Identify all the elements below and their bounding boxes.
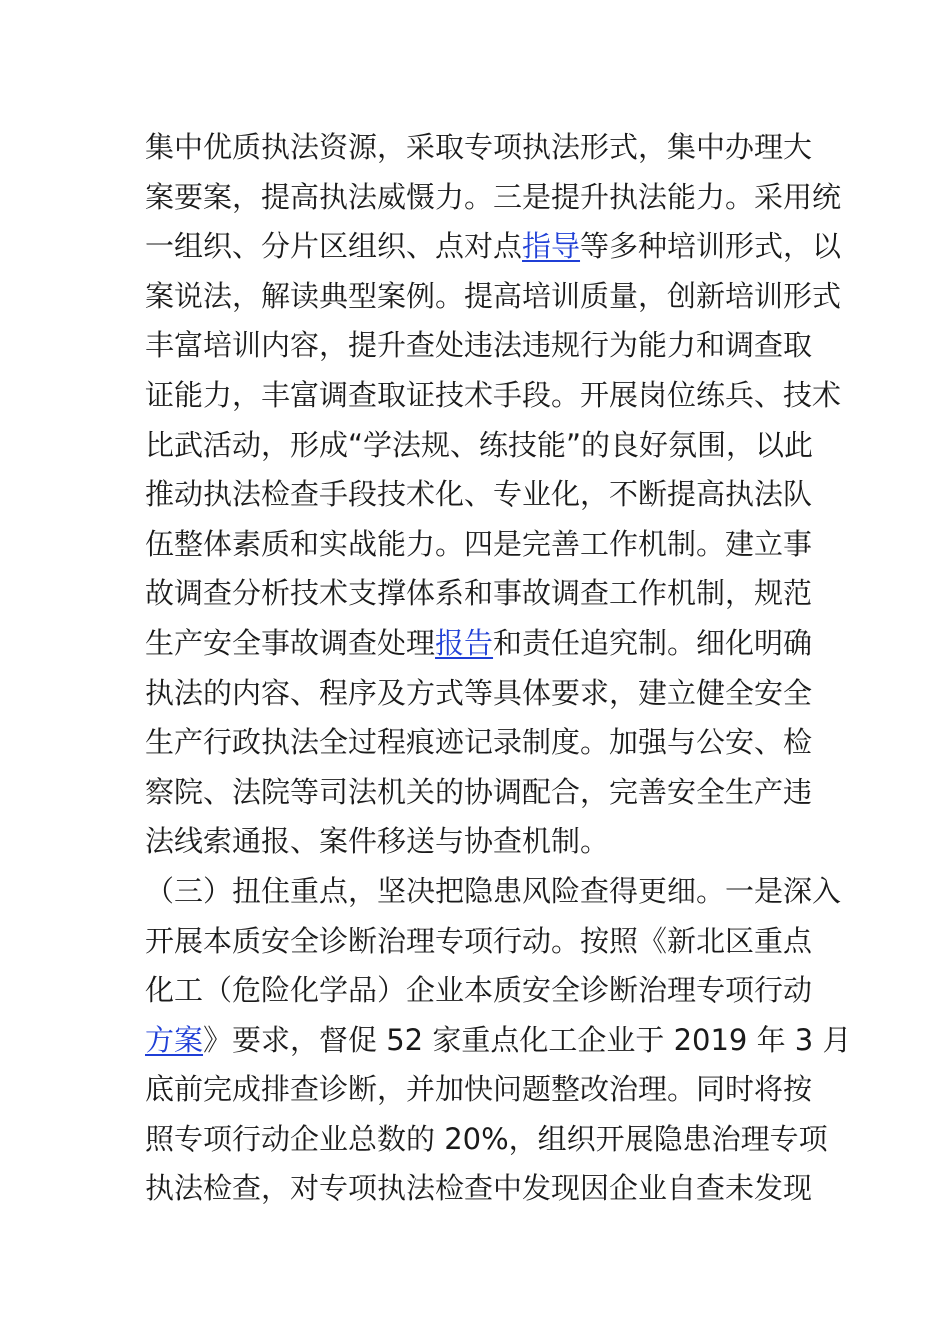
text-segment: 伍整体素质和实战能力。四是完善工作机制。建立事 — [145, 526, 813, 561]
text-line — [145, 123, 813, 173]
text-line — [145, 421, 814, 471]
text-segment: 和责任追究制。细化明确 — [493, 625, 813, 660]
hyperlink[interactable]: 报告 — [435, 625, 494, 660]
text-segment: 底前完成排查诊断，并加快问题整改治理。同时将按 — [145, 1072, 813, 1107]
text-segment: 案说法，解读典型案例。提高培训质量，创新培训形式 — [145, 278, 842, 313]
text-segment: 化工（危险化学品）企业本质安全诊断治理专项行动 — [145, 973, 813, 1008]
text-line — [145, 718, 813, 768]
text-segment: 案要案，提高执法威慑力。三是提升执法能力。采用统 — [145, 179, 842, 214]
text-segment: 开展本质安全诊断治理专项行动。按照《新北区重点 — [145, 923, 813, 958]
text-segment: 丰富培训内容，提升查处违法违规行为能力和调查取 — [145, 328, 813, 363]
text-line — [145, 917, 813, 967]
text-segment: 生产行政执法全过程痕迹记录制度。加强与公安、检 — [145, 725, 813, 760]
text-segment: 证能力，丰富调查取证技术手段。开展岗位练兵、技术 — [145, 377, 842, 412]
text-segment: 执法检查，对专项执法检查中发现因企业自查未发现 — [145, 1171, 813, 1206]
text-line — [145, 173, 842, 223]
text-line — [145, 470, 813, 520]
text-segment: 比武活动，形成“学法规、练技能”的良好氛围，以此 — [145, 427, 814, 462]
text-line — [145, 867, 842, 917]
hyperlink[interactable]: 指导 — [522, 229, 581, 264]
text-segment: 故调查分析技术支撑体系和事故调查工作机制，规范 — [145, 576, 813, 611]
text-line — [145, 520, 813, 570]
text-line — [145, 1065, 813, 1115]
text-line — [145, 817, 810, 867]
text-segment: 生产安全事故调查处理 — [145, 625, 436, 660]
document-body — [145, 123, 852, 1214]
text-segment: 一组织、分片区组织、点对点 — [145, 229, 523, 264]
text-line — [145, 1016, 852, 1066]
text-line — [145, 569, 813, 619]
text-line — [145, 321, 813, 371]
text-segment: 》要求，督促 52 家重点化工企业于 2019 年 3 月 — [203, 1022, 852, 1057]
text-line — [145, 222, 842, 272]
text-line — [145, 966, 813, 1016]
text-line — [145, 371, 842, 421]
text-segment: 照专项行动企业总数的 20%，组织开展隐患治理专项 — [145, 1121, 828, 1156]
text-segment: 执法的内容、程序及方式等具体要求，建立健全安全 — [145, 675, 813, 710]
text-segment: 等多种培训形式，以 — [580, 229, 842, 264]
text-segment: （三）扭住重点，坚决把隐患风险查得更细。一是深入 — [145, 873, 842, 908]
text-line — [145, 619, 813, 669]
text-line — [145, 669, 813, 719]
text-segment: 集中优质执法资源，采取专项执法形式，集中办理大 — [145, 130, 813, 164]
hyperlink[interactable]: 方案 — [145, 1022, 204, 1057]
text-segment: 推动执法检查手段技术化、专业化，不断提高执法队 — [145, 477, 813, 512]
text-line — [145, 272, 842, 322]
text-segment: 法线索通报、案件移送与协查机制。 — [145, 824, 610, 859]
text-line — [145, 1115, 828, 1165]
text-line — [145, 1164, 813, 1214]
text-line — [145, 768, 813, 818]
text-segment: 察院、法院等司法机关的协调配合，完善安全生产违 — [145, 774, 813, 809]
